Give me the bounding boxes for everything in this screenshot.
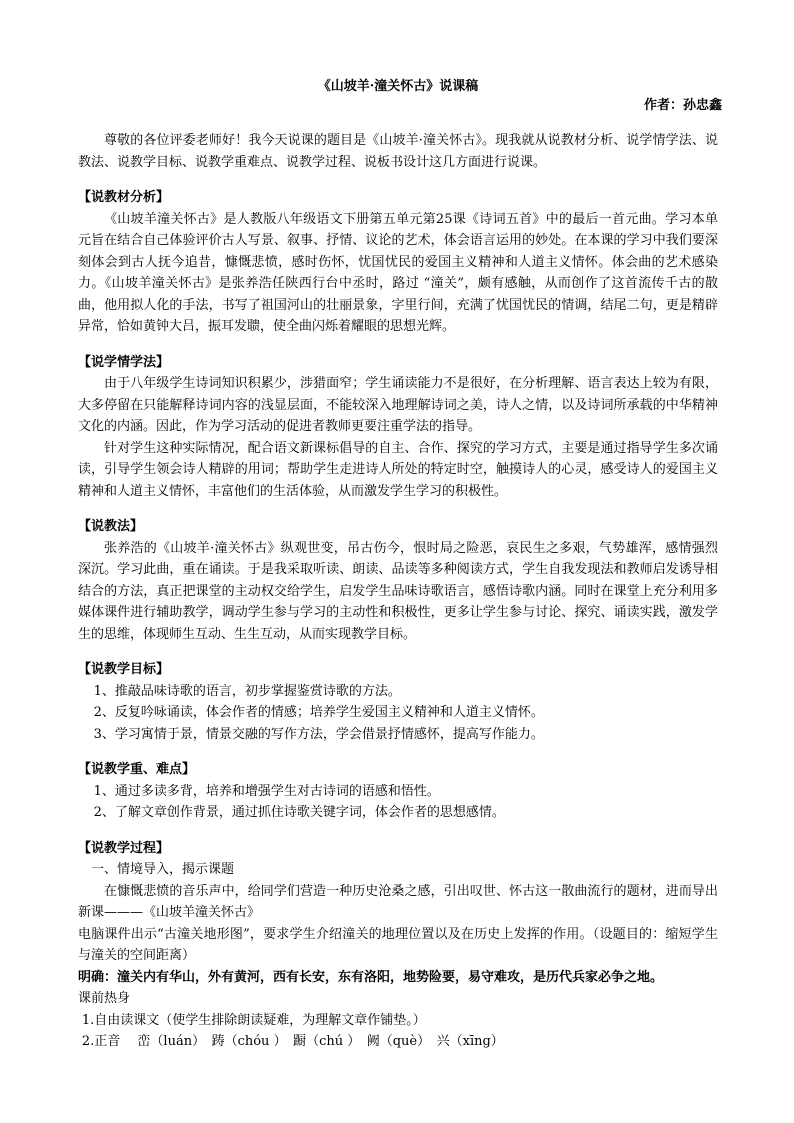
textbook-analysis-paragraph: 《山坡羊潼关怀古》是人教版八年级语文下册第五单元第25课《诗词五首》中的最后一首元曲。学习本单元旨在结合自己体验评价古人写景、叙事、抒情、议论的艺术，体会语言运用的妙处。在本课的学习中我们要深刻体会到古人抚今追昔，慷慨悲愤，感时伤怀，忧国忧民的爱国主义精神和人道主义情怀。体会曲的艺术感染力。《山坡羊潼关怀古》是张养浩任陕西行台中丞时，路过 “潼关”，颇有感触，从而创作了这首流传千古的散曲，他用拟人化的手法，书写了祖国河山的壮丽景象，字里行间，充满了忧国忧民的情调，结尾二句，更是精辟异常，恰如黄钟大吕，振耳发聩，使全曲闪烁着耀眼的思想光辉。 [78, 211, 718, 334]
goal-item: 3、学习寓情于景，情景交融的写作方法，学会借景抒情感怀，提高写作能力。 [93, 726, 544, 742]
section-heading-learning: 【说学情学法】 [78, 354, 170, 370]
learning-paragraph-1: 由于八年级学生诗词知识积累少，涉猎面窄；学生诵读能力不是很好，在分析理解、语言表达上较为有限，大多停留在只能解释诗词内容的浅显层面，不能较深入地理解诗词之美，诗人之情，以及诗词所承载的中华精神文化的内涵。因此，作为学习活动的促进者教师更要注重学法的指导。 [78, 376, 718, 434]
process-warmup-label: 课前热身 [78, 991, 131, 1006]
section-heading-keypoints: 【说教学重、难点】 [78, 762, 196, 777]
section-heading-textbook: 【说教材分析】 [78, 190, 170, 205]
goal-item: 2、反复吟咏诵读，体会作者的情感；培养学生爱国主义精神和人道主义情怀。 [93, 705, 544, 720]
goal-item: 1、推敲品味诗歌的语言，初步掌握鉴赏诗歌的方法。 [93, 683, 401, 699]
process-paragraph-1: 在慷慨悲愤的音乐声中，给同学们营造一种历史沧桑之感，引出叹世、怀古这一散曲流行的题材，进而导出新课———《山坡羊潼关怀古》 [78, 883, 718, 920]
warmup-step-2: 2.正音 峦（luán） 踌（chóu ） 蹰（chú ） 阙（què） 兴（xīng） [81, 1034, 504, 1049]
warmup-step-1: 1.自由读课文（使学生排除朗读疑难，为理解文章作铺垫。） [81, 1012, 426, 1028]
document-page [78, 78, 722, 1053]
learning-paragraph-2: 针对学生这种实际情况，配合语文新课标倡导的自主、合作、探究的学习方式，主要是通过指导学生多次诵读，引导学生领会诗人精辟的用词；帮助学生走进诗人所处的特定时空，触摸诗人的心灵，感受诗人的爱国主义精神和人道主义情怀，丰富他们的生活体验，从而激发学生学习的积极性。 [78, 440, 718, 499]
method-paragraph: 张养浩的《山坡羊·潼关怀古》纵观世变，吊古伤今，恨时局之险恶，哀民生之多艰，气势雄浑，感情强烈深沉。学习此曲，重在诵读。于是我采取听读、朗读、品读等多种阅读方式，学生自我发现法和教师启发诱导相结合的方法，真正把课堂的主动权交给学生，启发学生品味诗歌语言，感悟诗歌内涵。同时在课堂上充分利用多媒体课件进行辅助教学，调动学生参与学习的主动性和积极性，更多让学生参与讨论、探究、诵读实践，激发学生的思维，体现师生互动、生生互动，从而实现教学目标。 [78, 540, 718, 642]
process-paragraph-2: 电脑课件出示“古潼关地形图”，要求学生介绍潼关的地理位置以及在历史上发挥的作用。（设题目的：缩短学生与潼关的空间距离） [78, 926, 718, 963]
section-heading-method: 【说教法】 [78, 519, 144, 534]
section-heading-goals: 【说教学目标】 [78, 662, 170, 677]
keypoint-item: 2、了解文章创作背景，通过抓住诗歌关键字词，体会作者的思想感情。 [93, 805, 505, 820]
intro-paragraph: 尊敬的各位评委老师好！我今天说课的题目是《山坡羊·潼关怀古》。现我就从说教材分析、说学情学法、说教法、说教学目标、说教学重难点、说教学过程、说板书设计这几方面进行说课。 [78, 133, 718, 170]
section-heading-process: 【说教学过程】 [78, 840, 170, 856]
keypoint-item: 1、通过多读多背，培养和增强学生对古诗词的语感和悟性。 [93, 783, 440, 799]
process-clarification: 明确：潼关内有华山，外有黄河，西有长安，东有洛阳，地势险要，易守难攻，是历代兵家必争之地。 [78, 969, 664, 985]
process-subheading: 一、情境导入，揭示课题 [91, 862, 235, 877]
document-title: 《山坡羊·潼关怀古》说课稿 [317, 79, 479, 94]
document-author: 作者：孙忠鑫 [643, 98, 722, 113]
